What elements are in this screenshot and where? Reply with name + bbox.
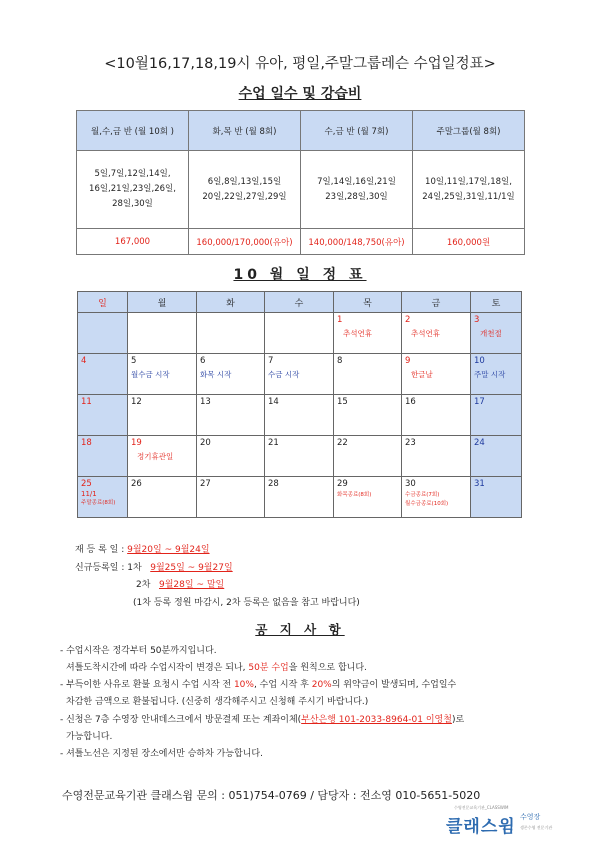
notice-line-5: - 신청은 7층 수영장 안내데스크에서 방문결제 또는 계좌이체(부산은행 101-2033-8964-01 이영철)로 — [60, 715, 465, 725]
calendar-day-cell — [471, 395, 522, 436]
calendar-day-number: 17 — [474, 397, 485, 407]
notice-line-2: 셔틀도착시간에 따라 수업시작이 변경은 되나, 50분 수업을 원칙으로 합니다. — [66, 663, 367, 673]
calendar-day-number: 1 — [337, 315, 343, 325]
calendar-event: 추석연휴 — [411, 329, 440, 338]
calendar-day-cell — [402, 395, 471, 436]
calendar-event: 한글날 — [411, 370, 433, 379]
calendar-day-number: 14 — [268, 397, 279, 407]
calendar-day-number: 15 — [337, 397, 348, 407]
fee-price-row — [77, 229, 525, 255]
calendar-day-cell — [265, 313, 334, 354]
calendar-day-number: 2 — [405, 315, 411, 325]
fee-price-tt: 160,000/170,000(유아) — [189, 229, 301, 255]
calendar-day-number: 6 — [200, 356, 206, 366]
fee-price-wf: 140,000/148,750(유아) — [301, 229, 413, 255]
weekday-thu: 목 — [334, 292, 402, 313]
registration-note: (1차 등록 정원 마감시, 2차 등록은 없음을 참고 바랍니다) — [133, 598, 360, 608]
weekday-fri: 금 — [402, 292, 471, 313]
weekday-sun: 일 — [78, 292, 128, 313]
re-registration: 재 등 록 일 : 9월20일 ~ 9월24일 — [75, 545, 210, 555]
fee-header-wf: 수,금 반 (월 7회) — [301, 111, 413, 151]
calendar-day-cell — [78, 477, 128, 518]
calendar-weekday-row — [78, 292, 522, 313]
calendar-day-number: 30 — [405, 479, 416, 489]
calendar-day-cell — [78, 436, 128, 477]
calendar-day-number: 21 — [268, 438, 279, 448]
fee-dates-tt: 6일,8일,13일,15일 20일,22일,27일,29일 — [189, 151, 301, 229]
notice-title: 공 지 사 항 — [255, 622, 345, 637]
fee-dates-wf: 7일,14일,16일,21일 23일,28일,30일 — [301, 151, 413, 229]
notice-line-3: - 부득이한 사유로 환불 요청시 수업 시작 전 10%, 수업 시작 후 20%의 위약금이 발생되며, 수업일수 — [60, 680, 457, 690]
fee-price-mwf: 167,000 — [77, 229, 189, 255]
calendar-day-number: 23 — [405, 438, 416, 448]
calendar-day-number: 27 — [200, 479, 211, 489]
calendar-day-cell — [128, 436, 197, 477]
calendar-day-number: 28 — [268, 479, 279, 489]
calendar-day-number: 31 — [474, 479, 485, 489]
fee-price-weekend: 160,000원 — [413, 229, 525, 255]
fee-dates-mwf: 5일,7일,12일,14일, 16일,21일,23일,26일, 28일,30일 — [77, 151, 189, 229]
calendar-day-cell — [265, 354, 334, 395]
notice-line-4: 차감한 금액으로 환불됩니다. (신중히 생각해주시고 신청해 주시기 바랍니다.) — [66, 697, 369, 707]
classwim-logo: 수영전문교육기관_CLASSWIM 클래스윔 수영장 생존수영 전문기관 — [446, 805, 553, 837]
notice-line-6: 가능합니다. — [66, 732, 113, 742]
calendar-day-cell — [471, 436, 522, 477]
calendar-day-cell — [197, 313, 265, 354]
fee-header-tt: 화,목 반 (월 8회) — [189, 111, 301, 151]
calendar-day-cell — [128, 477, 197, 518]
calendar-day-number: 10 — [474, 356, 485, 366]
page-title: <10월16,17,18,19시 유아, 평일,주말그룹레슨 수업일정표> — [104, 56, 496, 72]
calendar-day-number: 4 — [81, 356, 87, 366]
calendar-day-cell — [334, 436, 402, 477]
calendar-title: 10 월 일 정 표 — [233, 267, 367, 283]
weekday-tue: 화 — [197, 292, 265, 313]
calendar-event: 월수금 시작 — [131, 370, 170, 379]
calendar-table — [77, 291, 522, 518]
calendar-day-number: 25 — [81, 479, 92, 489]
calendar-day-cell — [471, 477, 522, 518]
calendar-day-cell — [402, 313, 471, 354]
calendar-day-number: 26 — [131, 479, 142, 489]
calendar-week-row — [78, 477, 522, 518]
calendar-day-number: 24 — [474, 438, 485, 448]
new-registration-2-dates: 9월28일 ~ 말일 — [159, 580, 225, 590]
weekday-wed: 수 — [265, 292, 334, 313]
calendar-day-cell — [197, 395, 265, 436]
calendar-event: 추석연휴 — [343, 329, 372, 338]
calendar-day-number: 19 — [131, 438, 142, 448]
calendar-day-number: 11 — [81, 397, 92, 407]
new-registration-2: 2차 9월28일 ~ 말일 — [136, 580, 225, 590]
calendar-week-row — [78, 354, 522, 395]
calendar-event: 수금종료(7회) — [405, 492, 440, 498]
calendar-day-cell — [197, 436, 265, 477]
calendar-day-cell — [128, 354, 197, 395]
calendar-day-cell — [471, 354, 522, 395]
calendar-day-cell — [334, 354, 402, 395]
calendar-day-cell — [197, 477, 265, 518]
calendar-day-number: 16 — [405, 397, 416, 407]
calendar-day-cell — [265, 395, 334, 436]
calendar-day-cell — [334, 395, 402, 436]
calendar-day-cell — [78, 313, 128, 354]
weekday-mon: 월 — [128, 292, 197, 313]
fee-header-mwf: 월,수,금 반 (월 10회 ) — [77, 111, 189, 151]
calendar-day-number: 8 — [337, 356, 343, 366]
new-registration-1: 신규등록일 : 1차 9월25일 ~ 9월27일 — [75, 563, 233, 573]
calendar-day-cell — [402, 436, 471, 477]
calendar-event: 정기휴관일 — [137, 452, 174, 461]
calendar-day-number: 3 — [474, 315, 480, 325]
calendar-event: 화목종료(8회) — [337, 492, 372, 498]
calendar-day-cell — [265, 436, 334, 477]
calendar-event: 수금 시작 — [268, 370, 300, 379]
re-registration-dates: 9월20일 ~ 9월24일 — [127, 545, 210, 555]
fee-section-title: 수업 일수 및 강습비 — [238, 86, 362, 102]
new-registration-1-dates: 9월25일 ~ 9월27일 — [150, 563, 233, 573]
fee-table — [76, 110, 525, 255]
calendar-week-row — [78, 436, 522, 477]
calendar-day-number: 13 — [200, 397, 211, 407]
calendar-day-number: 7 — [268, 356, 274, 366]
notice-line-7: - 셔틀노선은 지정된 장소에서만 승하차 가능합니다. — [60, 749, 263, 759]
calendar-event: 개천절 — [480, 329, 502, 338]
weekday-sat: 토 — [471, 292, 522, 313]
calendar-day-cell — [128, 313, 197, 354]
calendar-day-cell — [265, 477, 334, 518]
calendar-event: 화목 시작 — [200, 370, 232, 379]
calendar-event: 주말 시작 — [474, 370, 506, 379]
fee-dates-row — [77, 151, 525, 229]
fee-header-row — [77, 111, 525, 151]
calendar-day-cell — [471, 313, 522, 354]
calendar-event-secondary: 주말종료(8회) — [81, 500, 116, 506]
calendar-day-number: 29 — [337, 479, 348, 489]
calendar-day-number: 18 — [81, 438, 92, 448]
calendar-day-cell — [197, 354, 265, 395]
calendar-day-cell — [402, 354, 471, 395]
calendar-day-cell — [128, 395, 197, 436]
calendar-day-number: 5 — [131, 356, 137, 366]
calendar-day-cell — [334, 313, 402, 354]
calendar-day-cell — [78, 354, 128, 395]
notice-line-1: - 수업시작은 정각부터 50분까지입니다. — [60, 646, 217, 656]
calendar-event: 11/1 — [81, 490, 97, 498]
calendar-week-row — [78, 313, 522, 354]
calendar-day-cell — [334, 477, 402, 518]
calendar-day-number: 9 — [405, 356, 411, 366]
footer-contact: 수영전문교육기관 클래스윔 문의 : 051)754-0769 / 담당자 : 전소영 010-5651-5020 — [62, 789, 481, 802]
calendar-day-number: 12 — [131, 397, 142, 407]
fee-dates-weekend: 10일,11일,17일,18일, 24일,25일,31일,11/1일 — [413, 151, 525, 229]
calendar-week-row — [78, 395, 522, 436]
fee-header-weekend: 주말그룹(월 8회) — [413, 111, 525, 151]
calendar-day-number: 20 — [200, 438, 211, 448]
calendar-day-cell — [78, 395, 128, 436]
calendar-day-cell — [402, 477, 471, 518]
calendar-day-number: 22 — [337, 438, 348, 448]
calendar-event-secondary: 월수금종료(10회) — [405, 501, 449, 507]
